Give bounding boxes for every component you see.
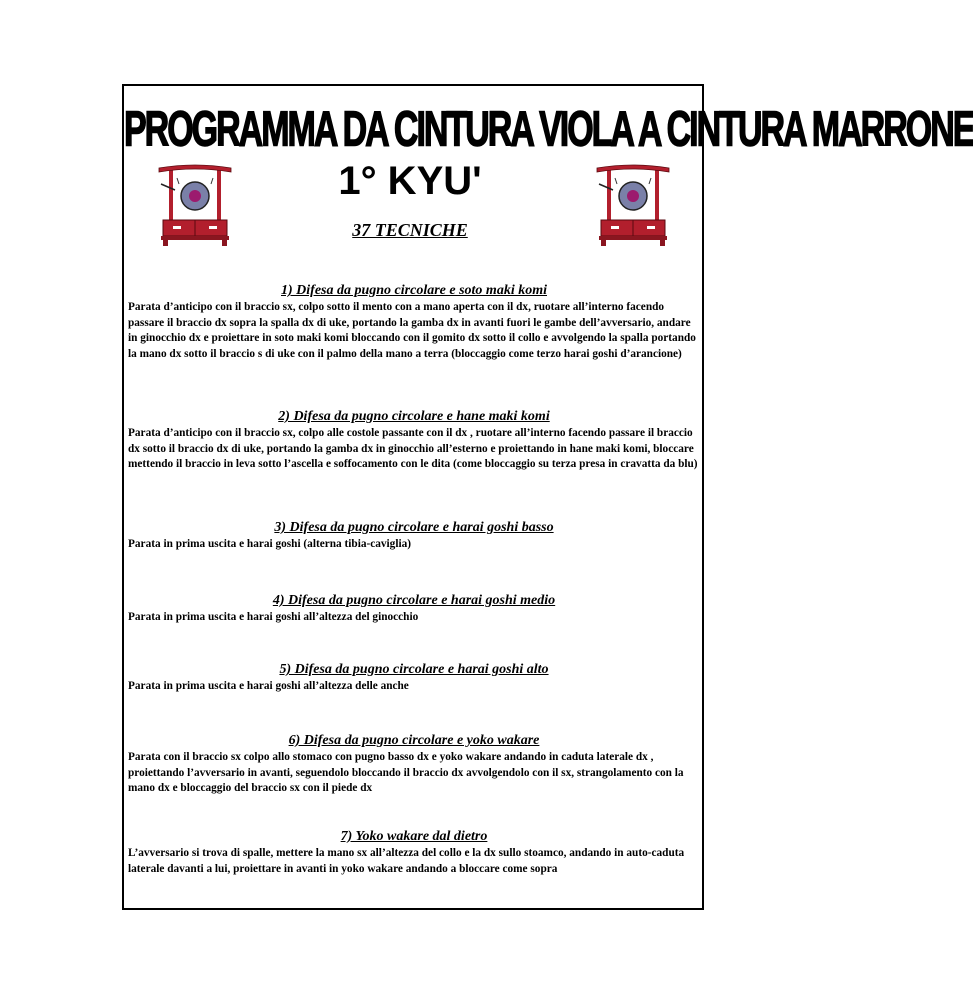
page-title: PROGRAMMA DA CINTURA VIOLA A CINTURA MARRONE (124, 101, 973, 157)
technique-4 (128, 593, 700, 626)
technique-7 (128, 829, 700, 877)
technique-description: Parata d’anticipo con il braccio sx, colpo alle costole passante con il dx , ruotare all’interno facendo passare il braccio dx sotto il braccio dx di uke, portando la gamba dx in ginocchio all’esterno e proiettando in hane maki komi, bloccare mettendo il braccio in leva sotto l’ascella e soffocamento con le dita (come bloccaggio su terza presa in cravatta da blu) (128, 427, 698, 470)
technique-title: 4) Difesa da pugno circolare e harai goshi medio (272, 593, 556, 608)
technique-3 (128, 520, 700, 553)
technique-title: 7) Yoko wakare dal dietro (340, 829, 488, 844)
technique-title: 3) Difesa da pugno circolare e harai goshi basso (274, 520, 554, 535)
technique-description: Parata in prima uscita e harai goshi all’altezza delle anche (128, 680, 409, 692)
technique-description: Parata con il braccio sx colpo allo stomaco con pugno basso dx e yoko wakare andando in caduta laterale dx , proiettando l’avversario in avanti, seguendolo bloccando il braccio dx avvolgendolo con il sx, strangolamento con la mano dx e bloccaggio del braccio sx con il piede dx (128, 751, 684, 794)
technique-5 (128, 662, 700, 695)
technique-title: 6) Difesa da pugno circolare e yoko wakare (288, 733, 540, 748)
kyu-level: 1° KYU' (338, 159, 482, 203)
technique-count: 37 TECNICHE (352, 220, 468, 240)
technique-title: 2) Difesa da pugno circolare e hane maki komi (278, 409, 550, 424)
technique-title: 5) Difesa da pugno circolare e harai goshi alto (279, 662, 549, 677)
technique-description: Parata d’anticipo con il braccio sx, colpo sotto il mento con a mano aperta con il dx, ruotare all’interno facendo passare il braccio dx sopra la spalla dx di uke, portando la gamba dx in avanti fuori le gambe dell’avversario, andare in ginocchio dx e proiettare in soto maki komi bloccando con il gomito dx sotto il collo e avvolgendo la spalla portando la mano dx sotto il braccio s di uke con il palmo della mano a terra (bloccaggio come terzo harai goshi d’arancione) (128, 301, 696, 360)
gong-icon-left (155, 160, 235, 248)
gong-icon-right (593, 160, 673, 248)
technique-title: 1) Difesa da pugno circolare e soto maki komi (281, 283, 547, 298)
technique-description: Parata in prima uscita e harai goshi all’altezza del ginocchio (128, 611, 419, 623)
technique-description: Parata in prima uscita e harai goshi (alterna tibia-caviglia) (128, 538, 412, 550)
technique-1 (128, 283, 700, 362)
technique-6 (128, 733, 700, 797)
technique-description: L’avversario si trova di spalle, mettere la mano sx all’altezza del collo e la dx sullo stoamco, andando in auto-caduta laterale davanti a lui, proiettare in avanti in yoko wakare andando a bloccare come sopra (128, 847, 685, 875)
technique-2 (128, 409, 700, 473)
